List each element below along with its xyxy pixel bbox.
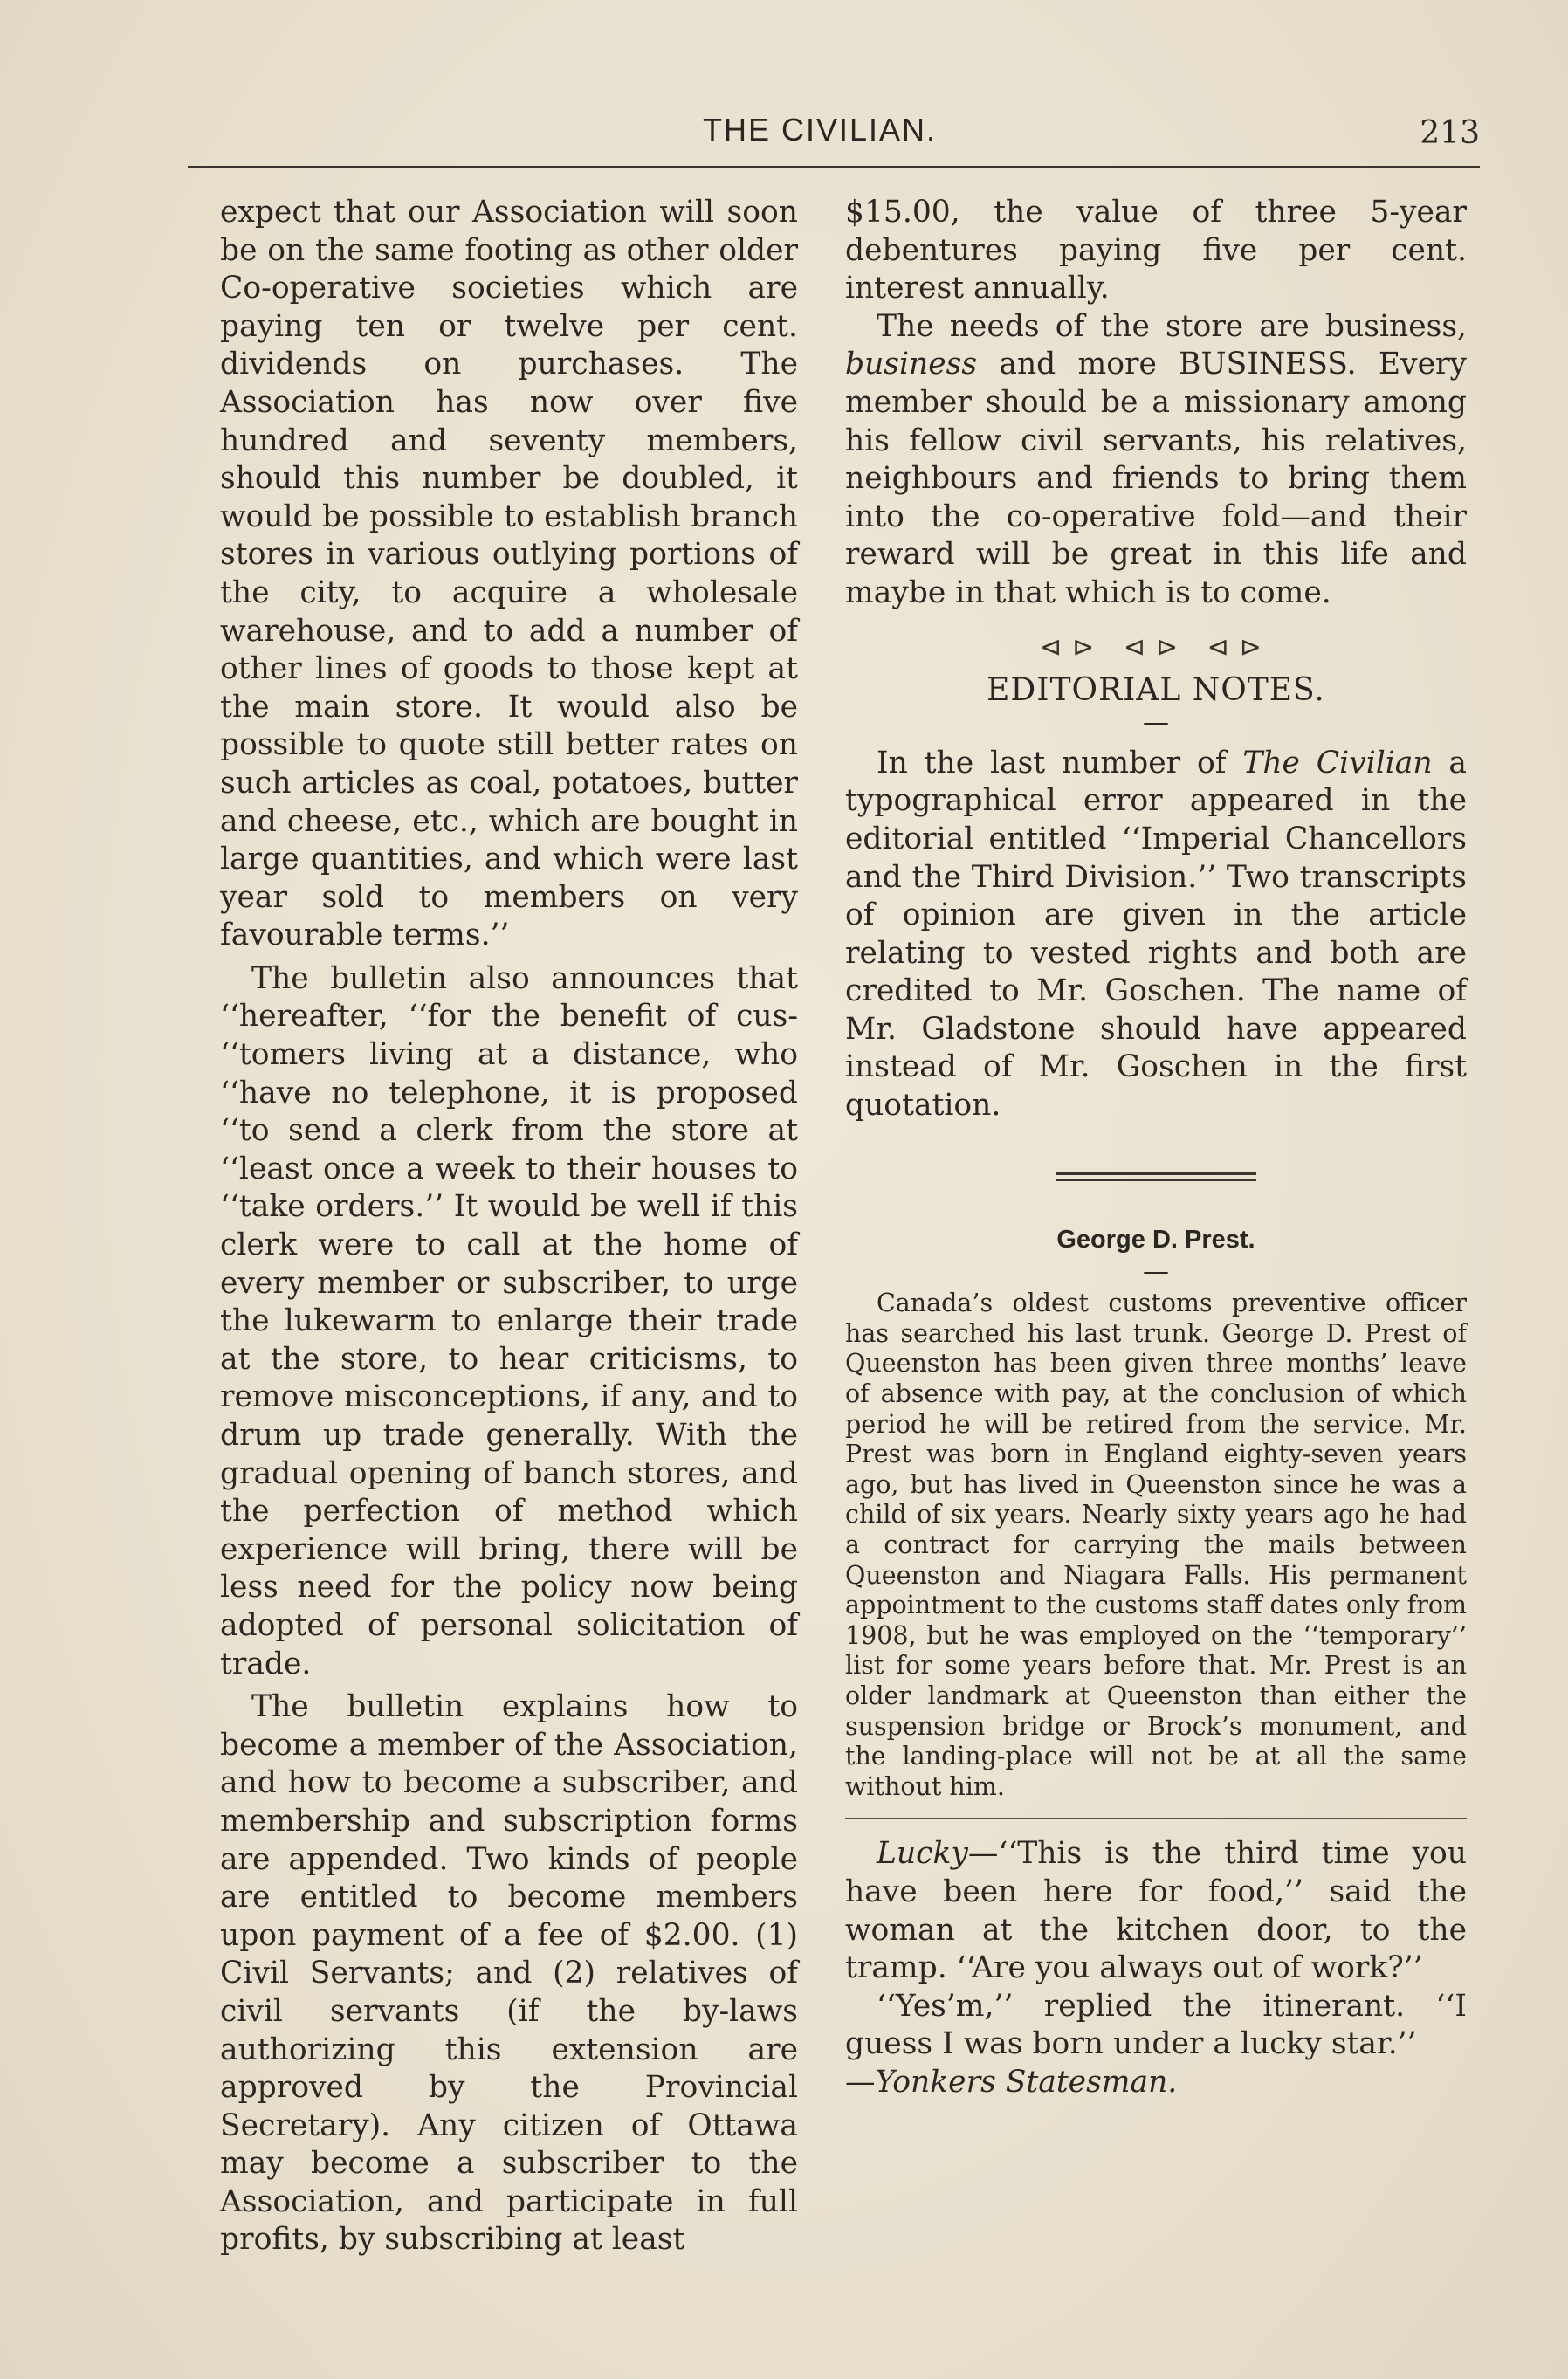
source-attribution: —Yonkers Statesman.: [845, 2064, 1178, 2100]
right-paragraph-2: The needs of the store are business, business and more BUSINESS. Every member should be a missionary among his fellow civil servants, his relatives, neighbours and friends to bring them into the co-operative fold—and their reward will be great in this life and maybe in that which is to come.: [845, 308, 1467, 610]
left-column: [220, 194, 798, 2259]
lucky-paragraph: Lucky—‘‘This is the third time you have been here for food,’’ said the woman at the kitchen door, to the tramp. ‘‘Are you always out of work?’’: [845, 1836, 1467, 1986]
heading-dash: —: [1143, 706, 1169, 738]
prest-paragraph: Canada’s oldest customs preventive officer has searched his last trunk. George D. Prest of Queenston has been given three months’ leave of absence with pay, at the conclusion of which period he will be retired from the service. Mr. Prest was born in England eighty-seven years ago, but has lived in Queenston since he was a child of six years. Nearly sixty years ago he had a contract for carrying the mails between Queenston and Niagara Falls. His permanent appointment to the customs staff dates only from 1908, but he was employed on the ‘‘temporary’’ list for some years before that. Mr. Prest is an older landmark at Queenston than either the suspension bridge or Brock’s monument, and the landing-place will not be at all the same without him.: [845, 1289, 1467, 1801]
left-paragraph-2: The bulletin also announces that ‘‘hereafter, ‘‘for the benefit of cus- ‘‘tomers living at a distance, who ‘‘have no telephone, it is proposed ‘‘to send a clerk from the store at ‘‘least once a week to their houses to ‘‘take orders.’’ It would be well if this clerk were to call at the home of every member or subscriber, to urge the lukewarm to enlarge their trade at the store, to hear criticisms, to remove misconceptions, if any, and to drum up trade generally. With the gradual opening of banch stores, and the perfection of method which experience will bring, there will be less need for the policy now being adopted of personal solicitation of trade.: [220, 960, 798, 1681]
prest-dash: —: [1143, 1256, 1169, 1288]
section-double-rule: [1056, 1172, 1256, 1181]
prest-article: [845, 1289, 1467, 1802]
editorial-paragraph: In the last number of The Civilian a typographical error appeared in the editorial entitled ‘‘Imperial Chancellors and the Third Division.’’ Two transcripts of opinion are given in the article relating to vested rights and both are credited to Mr. Goschen. The name of Mr. Gladstone should have appeared instead of Mr. Goschen in the first quotation.: [845, 745, 1467, 1124]
right-column: [845, 194, 1467, 2102]
ornament-divider: ⊲⊳ ⊲⊳ ⊲⊳: [1040, 631, 1272, 663]
left-paragraph-3: The bulletin explains how to become a member of the Association, and how to become a subscriber, and membership and subscription forms are appended. Two kinds of people are entitled to become members upon payment of a fee of $2.00. (1) Civil Servants; and (2) relatives of civil servants (if the by-laws authorizing this extension are approved by the Provincial Secretary). Any citizen of Ottawa may become a subscriber to the Association, and participate in full profits, by subscribing at least: [220, 1689, 798, 2258]
right-paragraph-1: $15.00, the value of three 5-year debentures paying five per cent. interest annually.: [845, 195, 1467, 306]
header-rule: [188, 166, 1480, 168]
editorial-notes-heading: EDITORIAL NOTES.: [987, 672, 1325, 709]
page-header: [188, 112, 1480, 154]
prest-heading: George D. Prest.: [1056, 1225, 1255, 1254]
reply-paragraph: ‘‘Yes’m,’’ replied the itinerant. ‘‘I guess I was born under a lucky star.’’: [845, 1988, 1467, 2062]
left-paragraph-1: expect that our Association will soon be on the same footing as other older Co-operative societies which are paying ten or twelve per cent. dividends on purchases. The Association has now over five hundred and seventy members, should this number be doubled, it would be possible to establish branch stores in various outlying portions of the city, to acquire a wholesale warehouse, and to add a number of other lines of goods to those kept at the main store. It would also be possible to quote still better rates on such articles as coal, potatoes, butter and cheese, etc., which are bought in large quantities, and which were last year sold to members on very favourable terms.’’: [220, 195, 798, 953]
article-rule: [845, 1818, 1467, 1819]
page-number: 213: [1420, 115, 1480, 151]
running-title: THE CIVILIAN.: [703, 112, 938, 148]
